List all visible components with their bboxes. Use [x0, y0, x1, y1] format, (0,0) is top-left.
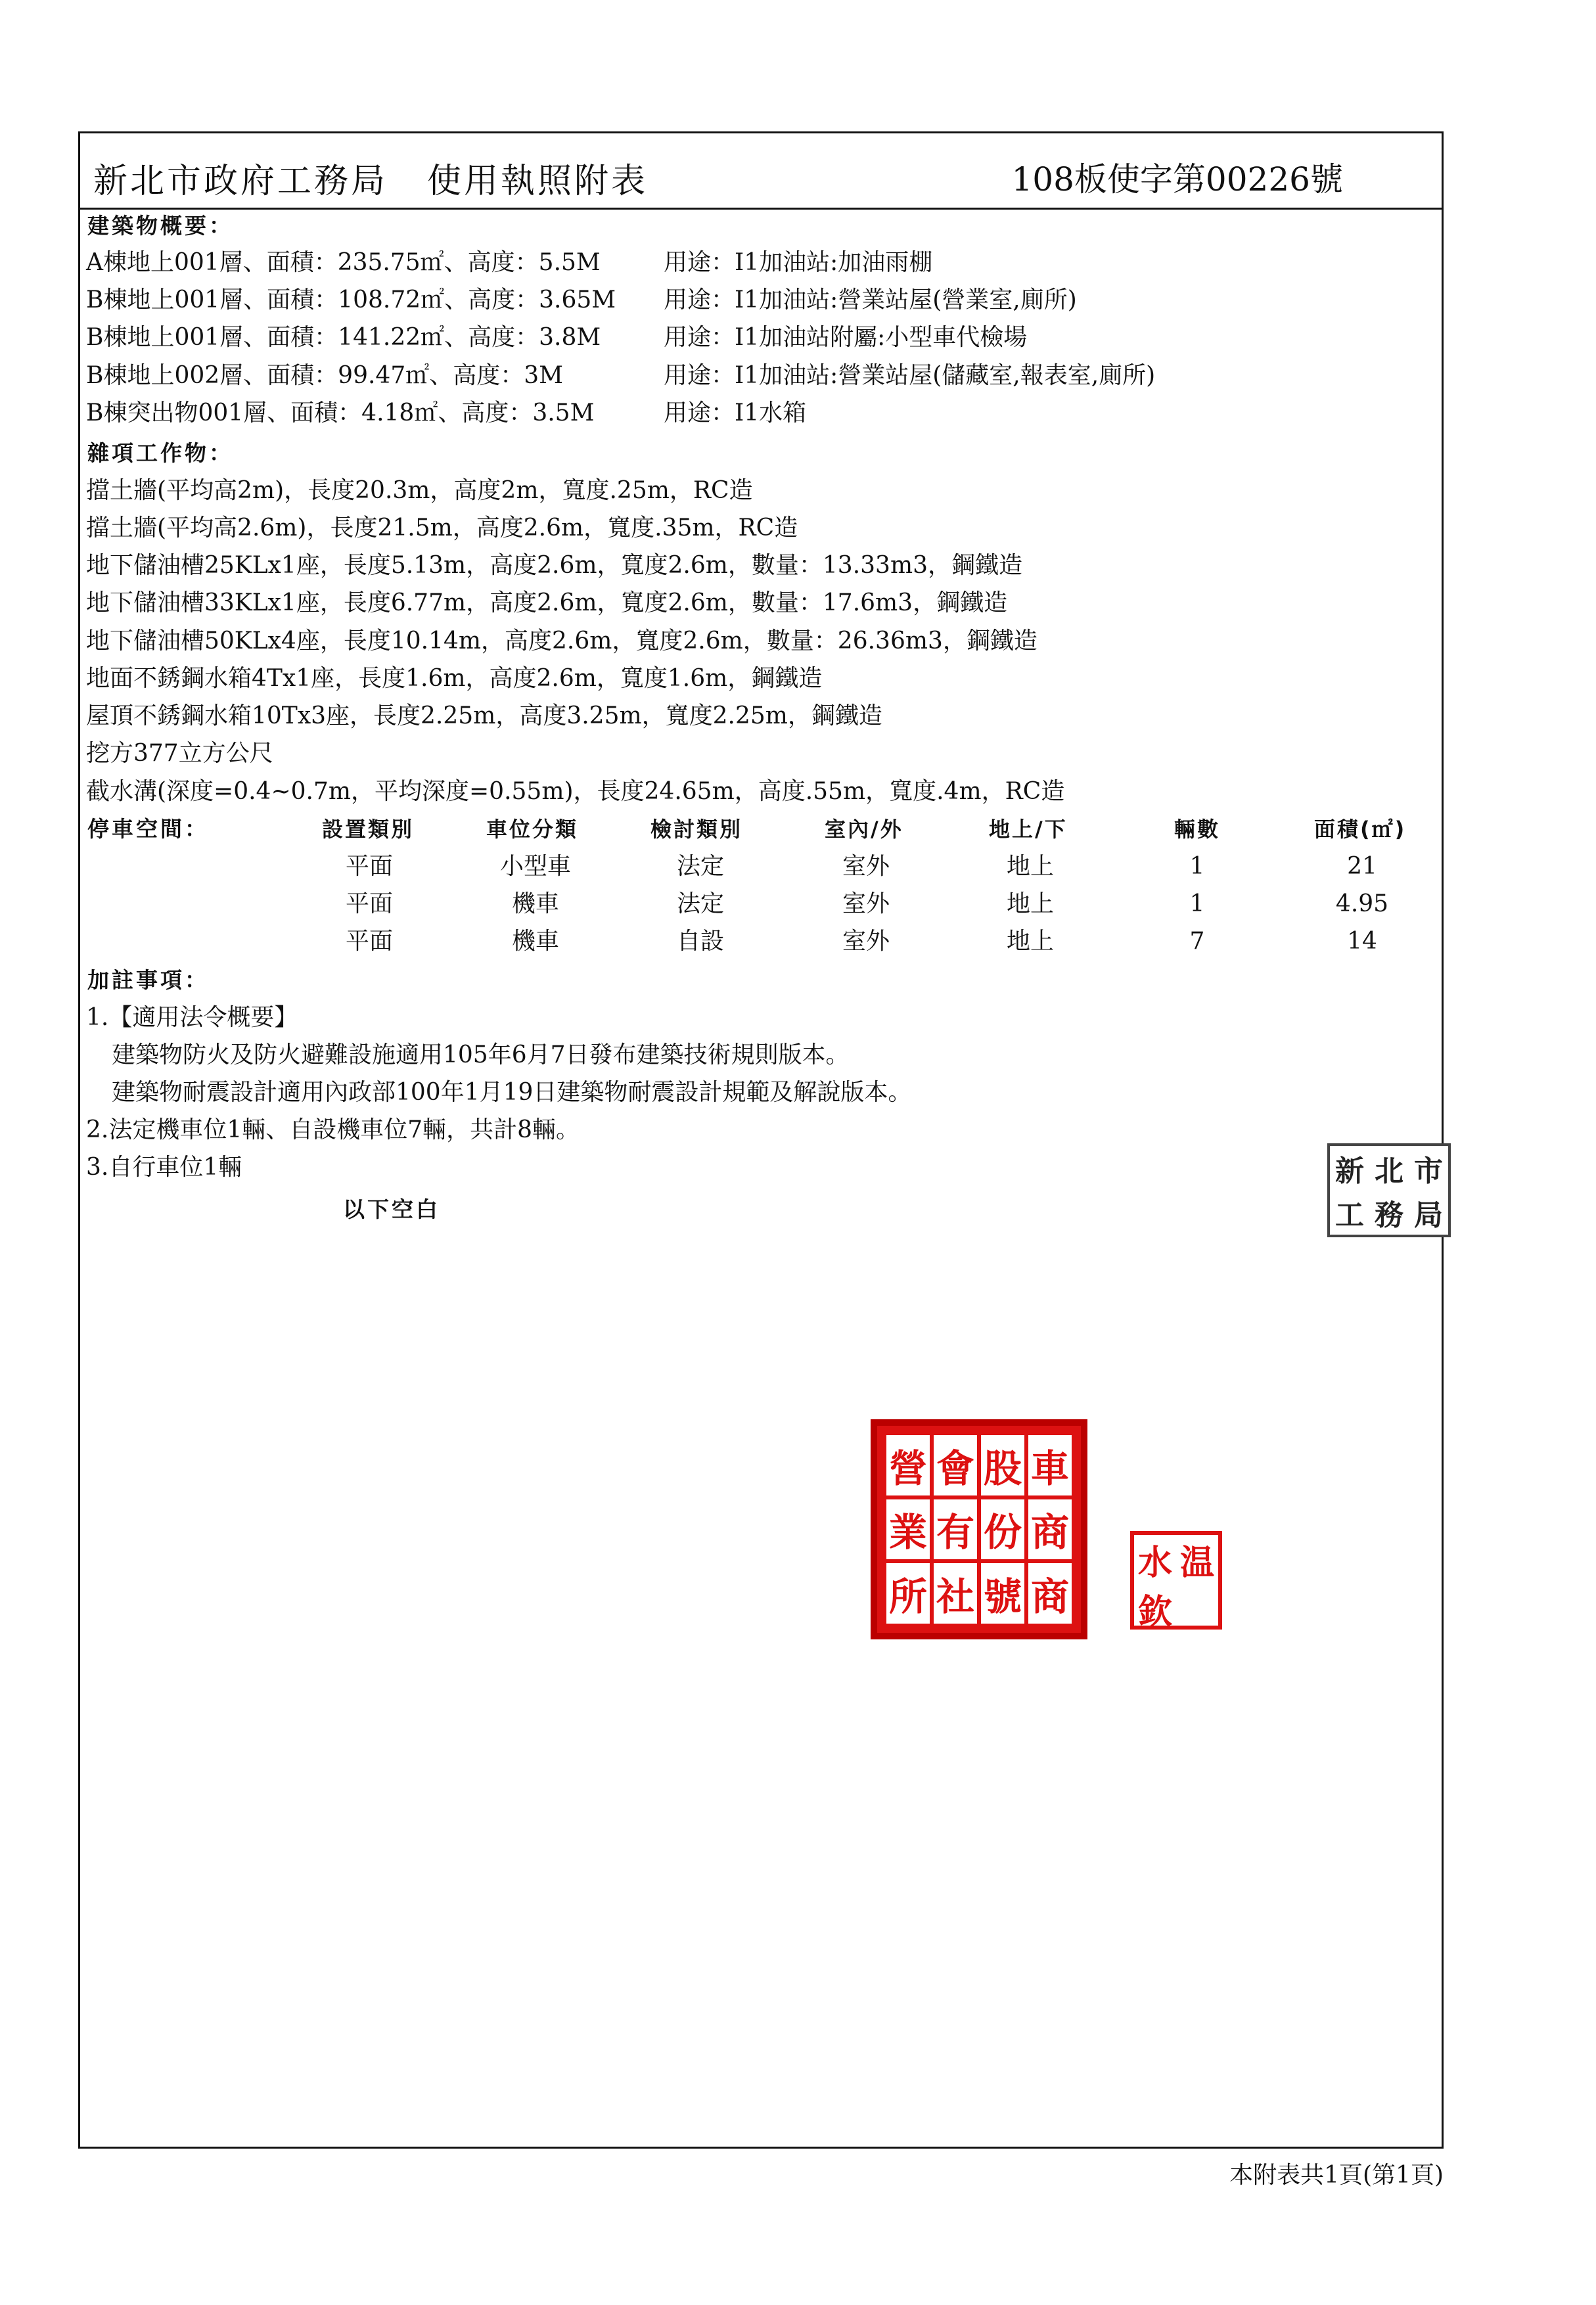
parking-cell: 4.95 [1335, 890, 1389, 917]
parking-cell: 小型車 [499, 853, 572, 880]
parking-cell: 機車 [511, 928, 560, 955]
stamp-char: 市 [1414, 1154, 1443, 1188]
parking-col-header: 輛數 [1174, 817, 1221, 842]
parking-col-header: 面積(㎡) [1314, 817, 1407, 842]
parking-col-header: 檢討類別 [650, 817, 743, 842]
seal-char: 水 [1137, 1543, 1172, 1583]
note-item: 建築物防火及防火避難設施適用105年6月7日發布建築技術規則版本。 [112, 1041, 850, 1068]
note-item: 2.法定機車位1輛、自設機車位7輛，共計8輛。 [86, 1116, 580, 1143]
parking-cell: 平面 [345, 890, 394, 917]
seal-char: 業 [886, 1499, 930, 1560]
company-seal [871, 1419, 1087, 1639]
misc-works-heading: 雜項工作物： [87, 440, 233, 466]
blank-below-marker: 以下空白 [343, 1197, 440, 1222]
seal-char: 有 [934, 1499, 977, 1560]
seal-char: 份 [981, 1499, 1024, 1560]
seal-char: 號 [981, 1563, 1024, 1624]
parking-cell: 平面 [345, 928, 394, 955]
building-use-row: 用途：I1加油站:營業站屋(儲藏室,報表室,廁所) [664, 362, 1156, 389]
seal-char: 温 [1179, 1543, 1214, 1583]
building-overview-heading: 建築物概要： [87, 213, 233, 239]
parking-cell: 室外 [842, 853, 890, 880]
building-spec-row: B棟突出物001層、面積：4.18㎡、高度：3.5M [86, 399, 595, 426]
seal-char: 車 [1028, 1435, 1072, 1495]
notes-heading: 加註事項： [87, 967, 209, 993]
stamp-char: 工 [1335, 1198, 1364, 1233]
seal-char [1176, 1584, 1218, 1633]
building-spec-row: B棟地上001層、面積：141.22㎡、高度：3.8M [86, 324, 601, 351]
parking-cell: 14 [1347, 928, 1377, 955]
misc-work-row: 地下儲油槽50KLx4座，長度10.14m，高度2.6m，寬度2.6m，數量：26.36m3，鋼鐵造 [86, 628, 1037, 654]
header-row [80, 133, 1442, 210]
seal-char: 商 [1028, 1499, 1072, 1560]
building-use-row: 用途：I1水箱 [664, 399, 807, 426]
misc-work-row: 地面不銹鋼水箱4Tx1座，長度1.6m，高度2.6m，寬度1.6m，鋼鐵造 [86, 665, 823, 692]
parking-cell: 21 [1347, 853, 1377, 880]
parking-col-header: 地上/下 [989, 817, 1068, 842]
parking-cell: 地上 [1006, 853, 1055, 880]
parking-cell: 法定 [676, 853, 725, 880]
stamp-char: 新 [1335, 1154, 1364, 1188]
parking-cell: 自設 [676, 928, 725, 955]
note-item: 1.【適用法令概要】 [86, 1004, 298, 1031]
parking-heading: 停車空間： [87, 816, 209, 842]
note-item: 3.自行車位1輛 [86, 1154, 242, 1181]
seal-char: 欽 [1137, 1592, 1172, 1632]
side-stamp [1327, 1143, 1451, 1237]
building-use-row: 用途：I1加油站附屬:小型車代檢場 [664, 324, 1028, 351]
permit-number: 108板使字第00226號 [1011, 160, 1343, 198]
seal-char: 會 [934, 1435, 977, 1495]
parking-cell: 法定 [676, 890, 725, 917]
seal-char: 營 [886, 1435, 930, 1495]
misc-work-row: 地下儲油槽25KLx1座，長度5.13m，高度2.6m，寬度2.6m，數量：13.33m3，鋼鐵造 [86, 552, 1022, 579]
seal-char: 所 [886, 1563, 930, 1624]
building-spec-row: B棟地上001層、面積：108.72㎡、高度：3.65M [86, 286, 616, 313]
agency-name: 新北市政府工務局 [93, 162, 388, 201]
seal-char: 社 [934, 1563, 977, 1624]
misc-work-row: 截水溝(深度=0.4~0.7m，平均深度=0.55m)，長度24.65m，高度.55m，寬度.4m，RC造 [86, 778, 1065, 805]
misc-work-row: 擋土牆(平均高2m)，長度20.3m，高度2m，寬度.25m，RC造 [86, 477, 753, 504]
parking-cell: 1 [1189, 853, 1205, 880]
parking-cell: 平面 [345, 853, 394, 880]
building-spec-row: B棟地上002層、面積：99.47㎡、高度：3M [86, 362, 563, 389]
misc-work-row: 屋頂不銹鋼水箱10Tx3座，長度2.25m，高度3.25m，寬度2.25m，鋼鐵造 [86, 702, 882, 729]
note-item: 建築物耐震設計適用內政部100年1月19日建築物耐震設計規範及解說版本。 [112, 1079, 912, 1106]
parking-cell: 7 [1189, 928, 1205, 955]
parking-cell: 地上 [1006, 890, 1055, 917]
stamp-char: 局 [1414, 1198, 1443, 1233]
page-footer: 本附表共1頁(第1頁) [1229, 2162, 1444, 2189]
parking-cell: 地上 [1006, 928, 1055, 955]
misc-work-row: 擋土牆(平均高2.6m)，長度21.5m，高度2.6m，寬度.35m，RC造 [86, 514, 798, 541]
header-title [93, 153, 648, 202]
seal-char: 股 [981, 1435, 1024, 1495]
parking-cell: 室外 [842, 890, 890, 917]
parking-col-header: 室內/外 [825, 817, 903, 842]
building-use-row: 用途：I1加油站:加油雨棚 [664, 249, 933, 276]
building-spec-row: A棟地上001層、面積：235.75㎡、高度：5.5M [86, 249, 601, 276]
building-use-row: 用途：I1加油站:營業站屋(營業室,廁所) [664, 286, 1077, 313]
seal-char: 商 [1028, 1563, 1072, 1624]
parking-cell: 機車 [511, 890, 560, 917]
stamp-char: 務 [1375, 1198, 1403, 1233]
stamp-char: 北 [1375, 1154, 1403, 1188]
personal-seal [1130, 1531, 1222, 1630]
parking-col-header: 設置類別 [322, 817, 415, 842]
form-title: 使用執照附表 [427, 162, 649, 201]
misc-work-row: 挖方377立方公尺 [86, 740, 273, 767]
misc-work-row: 地下儲油槽33KLx1座，長度6.77m，高度2.6m，寬度2.6m，數量：17.6m3，鋼鐵造 [86, 589, 1008, 616]
parking-cell: 室外 [842, 928, 890, 955]
parking-col-header: 車位分類 [486, 817, 579, 842]
parking-cell: 1 [1189, 890, 1205, 917]
